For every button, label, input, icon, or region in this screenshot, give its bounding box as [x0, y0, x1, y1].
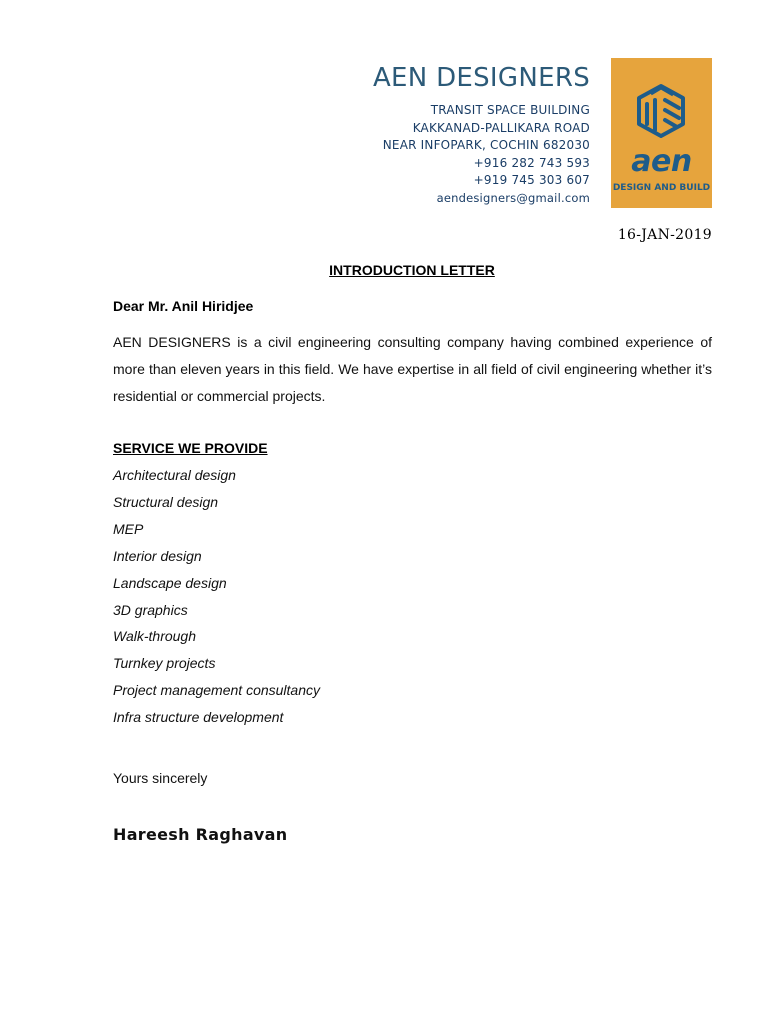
phone-line: +916 282 743 593 — [473, 155, 590, 170]
service-item: Structural design — [113, 493, 219, 510]
letterhead — [0, 58, 768, 208]
address-line: NEAR INFOPARK, COCHIN 682030 — [382, 138, 590, 152]
service-item: Turnkey projects — [113, 655, 216, 672]
letter-subject: INTRODUCTION LETTER — [329, 262, 495, 278]
letter-date: 16-JAN-2019 — [617, 227, 712, 243]
service-item: Architectural design — [113, 467, 236, 483]
services-heading: SERVICE WE PROVIDE — [113, 440, 268, 456]
service-item: Project management consultancy — [113, 682, 320, 699]
body-paragraph: AEN DESIGNERS is a civil engineering consulting company having combined experience of more than eleven years in this field. We have expertise in all field of civil engineering whether it’s residential or commercial projects. — [113, 334, 712, 404]
email-address: aendesigners@gmail.com — [436, 190, 590, 205]
logo-tagline: DESIGN AND BUILD — [612, 183, 711, 193]
closing: Yours sincerely — [113, 770, 208, 786]
company-logo — [611, 58, 712, 208]
service-item: Landscape design — [113, 574, 227, 591]
service-item: Interior design — [113, 547, 202, 564]
company-info — [373, 62, 590, 207]
aen-cube-logo-icon — [611, 58, 712, 148]
service-item: 3D graphics — [113, 601, 188, 618]
service-item: Infra structure development — [113, 709, 284, 726]
salutation: Dear Mr. Anil Hiridjee — [113, 298, 254, 314]
service-item: MEP — [113, 520, 144, 537]
logo-wordmark: aen — [631, 144, 692, 179]
phone-line: +919 745 303 607 — [473, 173, 590, 187]
services-list — [113, 462, 320, 731]
service-item: Walk-through — [113, 628, 197, 645]
company-name: AEN DESIGNERS — [372, 63, 590, 93]
address-line: TRANSIT SPACE BUILDING — [430, 103, 590, 117]
signature-name: Hareesh Raghavan — [113, 825, 288, 844]
address-line: KAKKANAD-PALLIKARA ROAD — [412, 120, 590, 135]
